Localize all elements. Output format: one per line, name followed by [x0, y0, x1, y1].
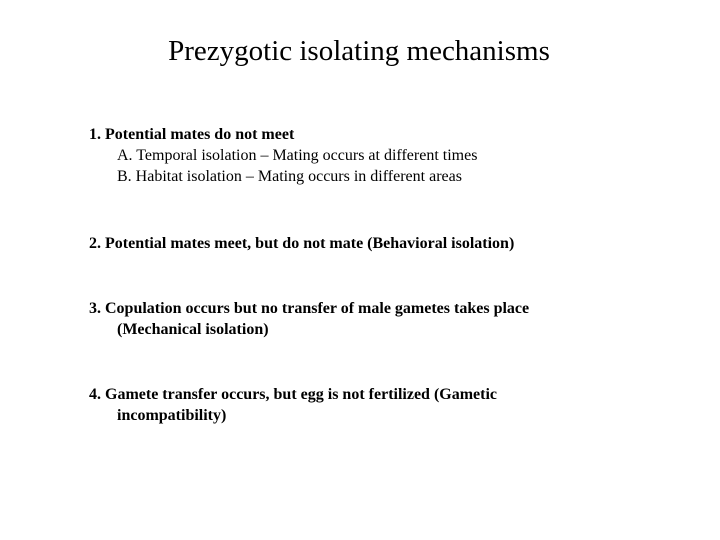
list-item-heading: 2. Potential mates meet, but do not mate (Behavioral isolation) — [89, 235, 515, 252]
list-item-heading: 3. Copulation occurs but no transfer of male gametes takes place — [89, 300, 530, 317]
list-item-continuation: incompatibility) — [117, 407, 227, 424]
list-item-gametic-incompatibility — [89, 384, 649, 426]
list-item-heading: 4. Gamete transfer occurs, but egg is not fertilized (Gametic — [89, 386, 498, 403]
list-item-continuation: (Mechanical isolation) — [117, 321, 269, 338]
list-item-potential-mates-do-not-meet — [89, 124, 649, 187]
sub-item-habitat-isolation: B. Habitat isolation – Mating occurs in different areas — [117, 168, 462, 185]
sub-item-temporal-isolation: A. Temporal isolation – Mating occurs at different times — [117, 147, 478, 164]
list-item-mechanical-isolation — [89, 298, 649, 340]
list-item-behavioral-isolation — [89, 233, 649, 254]
list-item-heading: 1. Potential mates do not meet — [89, 126, 295, 143]
slide-title: Prezygotic isolating mechanisms — [168, 35, 550, 67]
